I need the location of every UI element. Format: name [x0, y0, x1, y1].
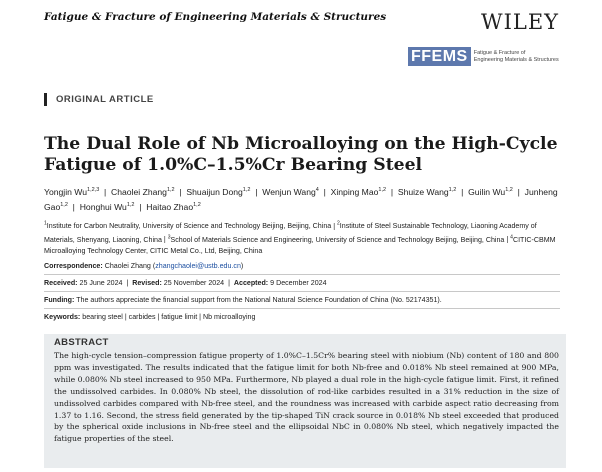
- affiliation-item: $^4$CITIC-CBMM Microalloying Technology Center, CITIC Metal Co., Ltd, Beijing, China: [44, 234, 556, 255]
- author-name[interactable]: Haitao Zhao$^{1,2}$: [146, 202, 201, 213]
- keyword[interactable]: fatigue limit: [161, 313, 198, 321]
- author-separator: |: [318, 186, 331, 197]
- accepted-label: Accepted:: [233, 279, 269, 287]
- author-name[interactable]: Wenjun Wang$^4$: [262, 186, 319, 197]
- keyword[interactable]: carbides: [128, 313, 156, 321]
- funding-label: Funding:: [44, 296, 75, 304]
- author-affiliation-ref: 4: [315, 187, 319, 193]
- ffems-text: [474, 50, 559, 63]
- author-list: [44, 184, 579, 215]
- ffems-line-1: Fatigue & Fracture of: [473, 50, 526, 56]
- author-affiliation-ref: 1,2: [126, 202, 135, 209]
- affiliation-item: $^1$Institute for Carbon Neutrality, University of Science and Technology Beijing, Beijing, China: [44, 221, 332, 231]
- affiliation-separator: |: [161, 235, 168, 244]
- author-affiliation-ref: 1,2: [60, 202, 68, 209]
- author-name[interactable]: Yongjin Wu$^{1,2,3}$: [44, 186, 100, 197]
- author-name[interactable]: Junheng Gao$^{1,2}$: [44, 186, 558, 213]
- received-date: 25 June 2024: [79, 279, 123, 287]
- affiliation-item: $^3$School of Materials Science and Engineering, University of Science and Technology Beijing, Beijing, China: [167, 234, 505, 244]
- accepted-date: 9 December 2024: [270, 279, 327, 287]
- affiliation-item: $^2$Institute of Steel Sustainable Technology, Liaoning Academy of Materials, Shenyang, Liaoning, China: [44, 221, 537, 244]
- author-affiliation-ref: 1,2: [378, 187, 387, 193]
- revised-label: Revised:: [132, 279, 162, 287]
- divider: [44, 274, 560, 275]
- correspondence-label: Correspondence:: [44, 262, 103, 270]
- author-affiliation-ref: 1,2: [193, 202, 201, 209]
- abstract-heading: ABSTRACT: [54, 337, 109, 348]
- divider: [44, 308, 560, 309]
- author-separator: |: [456, 186, 469, 197]
- funding: [44, 296, 442, 304]
- author-affiliation-ref: 1,2: [166, 187, 175, 193]
- journal-title: Fatigue & Fracture of Engineering Materials & Structures: [44, 11, 387, 23]
- author-name[interactable]: Shuaijun Dong$^{1,2}$: [186, 186, 251, 197]
- publisher-logo: WILEY: [481, 10, 560, 34]
- author-name[interactable]: Xinping Mao$^{1,2}$: [330, 186, 387, 197]
- author-name[interactable]: Shuize Wang$^{1,2}$: [397, 186, 457, 197]
- keywords-label: Keywords:: [44, 313, 81, 321]
- author-name[interactable]: Honghui Wu$^{1,2}$: [79, 202, 135, 213]
- ffems-mark: FFEMS: [408, 47, 471, 66]
- author-name[interactable]: Guilin Wu$^{1,2}$: [468, 186, 513, 197]
- history-dates: Received: 25 June 2024 | Revised: 25 November 2024 | Accepted: 9 December 2024: [44, 279, 327, 287]
- author-separator: |: [250, 186, 263, 197]
- keyword[interactable]: bearing steel: [82, 313, 123, 321]
- ffems-logo: [408, 47, 559, 66]
- ffems-line-2: Engineering Materials & Structures: [473, 56, 559, 63]
- author-affiliation-ref: 1,2: [448, 187, 457, 193]
- article-title: The Dual Role of Nb Microalloying on the High-Cycle Fatigue of 1.0%C–1.5%Cr Bearing Steel: [44, 134, 558, 175]
- author-separator: |: [386, 186, 398, 197]
- correspondence-email[interactable]: zhangchaolei@ustb.edu.cn: [155, 262, 241, 270]
- abstract-text: The high-cycle tension–compression fatigue property of 1.0%C–1.5Cr% bearing steel with niobium (Nb) content of 180 and 800 ppm was investigated. The results indicated that the fatigue limit for both Nb-free and 0.018% Nb steel remained at 900 MPa, while 0.080% Nb steel increased to 950 MPa. Furthermore, Nb played a dual role in the high-cycle fatigue limit. First, it refined the undissolved carbides. In 0.080% Nb steel, the dissolution of rod-like carbides resulted in a 31% reduction in the size of undissolved carbides compared with Nb-free steel, and the roundness was increased with carbide aspect ratio decreasing from 1.37 to 1.16. Second, the stress field generated by the tip-shaped TiN crack source in 0.018% Nb steel exceeded that produced by the spherical oxide inclusions in Nb-free steel and the ellipsoidal NbC in 0.080% Nb steel, which negatively impacted the fatigue properties of the steel.: [54, 351, 559, 444]
- affiliations: [44, 219, 569, 257]
- author-separator: |: [99, 186, 112, 197]
- received-label: Received:: [44, 279, 78, 287]
- author-affiliation-ref: 1,2: [242, 187, 251, 193]
- revised-date: 25 November 2024: [163, 279, 225, 287]
- divider: [44, 291, 560, 292]
- article-type: ORIGINAL ARTICLE: [44, 93, 154, 106]
- author-separator: |: [512, 186, 525, 197]
- keyword[interactable]: Nb microalloying: [202, 313, 256, 321]
- author-affiliation-ref: 1,2,3: [87, 187, 100, 193]
- correspondence-name: Chaolei Zhang: [104, 262, 151, 270]
- correspondence: Correspondence: Chaolei Zhang (zhangchaolei@ustb.edu.cn): [44, 262, 244, 270]
- keywords: [44, 313, 255, 321]
- affiliation-separator: |: [504, 235, 511, 244]
- abstract-box: [44, 334, 566, 468]
- author-name[interactable]: Chaolei Zhang$^{1,2}$: [111, 186, 175, 197]
- keywords-list: bearing steel | carbides | fatigue limit | Nb microalloying: [82, 313, 256, 321]
- funding-text: The authors appreciate the financial support from the National Natural Science Foundation of China (No. 52174351).: [76, 296, 442, 304]
- author-affiliation-ref: 1,2: [505, 187, 513, 193]
- author-separator: |: [174, 186, 187, 197]
- affiliation-separator: |: [331, 222, 338, 231]
- author-separator: |: [134, 202, 147, 213]
- author-separator: |: [67, 202, 80, 213]
